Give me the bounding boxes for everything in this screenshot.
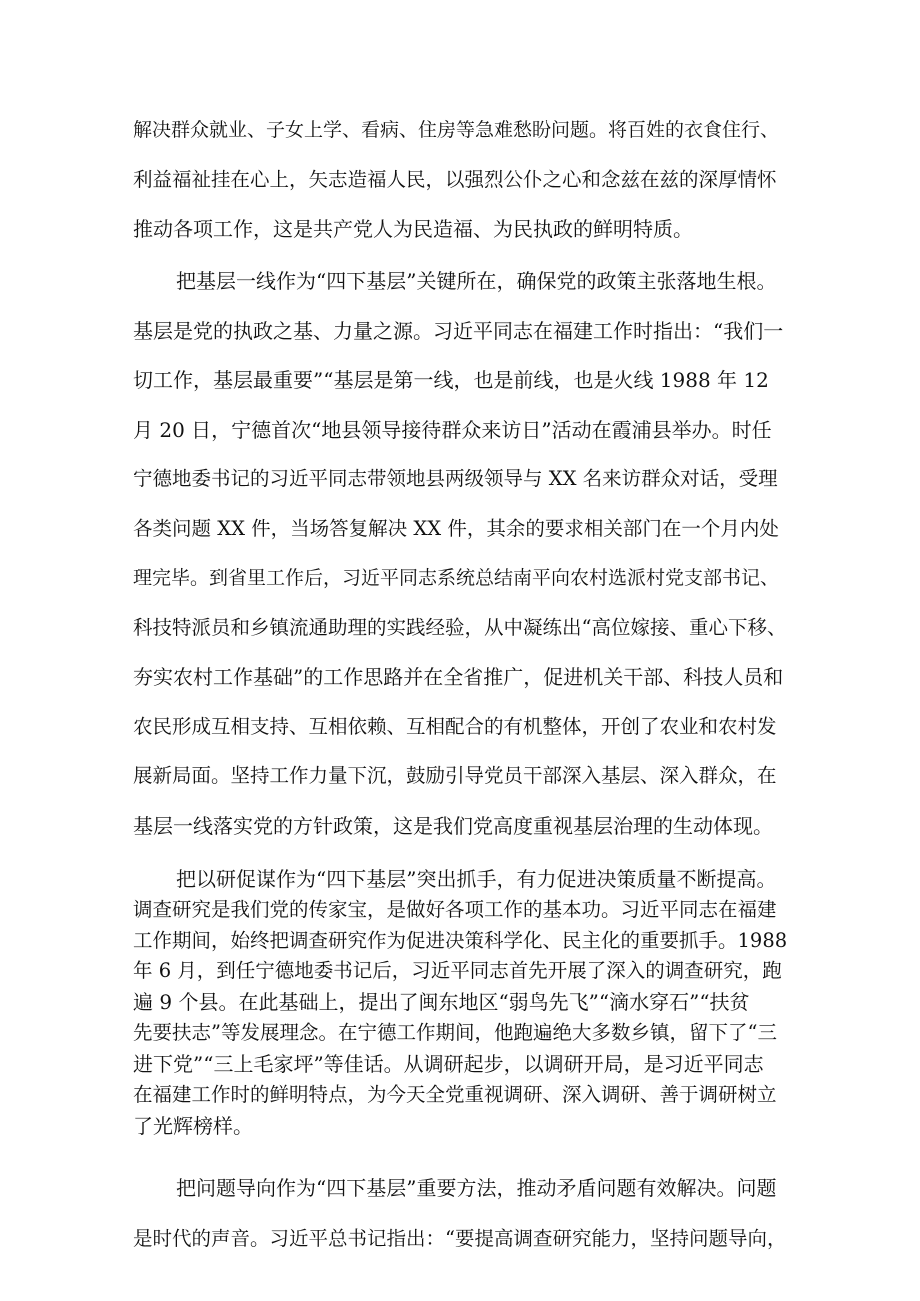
text-line: 解决群众就业、子女上学、看病、住房等急难愁盼问题。将百姓的衣食住行、 bbox=[133, 119, 780, 141]
text-line: 是时代的声音。习近平总书记指出：“要提高调查研究能力，坚持问题导向， bbox=[133, 1227, 787, 1250]
text-line: 进下党”“三上毛家坪”等佳话。从调研起步，以调研开局，是习近平同志 bbox=[133, 1052, 764, 1076]
text-line: 在福建工作时的鲜明特点，为今天全党重视调研、深入调研、善于调研树立 bbox=[133, 1083, 777, 1106]
text-line: 科技特派员和乡镇流通助理的实践经验，从中凝练出“高位嫁接、重心下移、 bbox=[133, 616, 787, 639]
text-line: 了光辉榜样。 bbox=[133, 1114, 253, 1138]
text-line: 理完毕。到省里工作后，习近平同志系统总结南平向农村选派村党支部书记、 bbox=[133, 567, 780, 589]
text-line: 各类问题 XX 件，当场答复解决 XX 件，其余的要求相关部门在一个月内处 bbox=[133, 517, 779, 540]
text-line: 遍 9 个县。在此基础上，提出了闽东地区“弱鸟先飞”“滴水穿石”“扶贫 bbox=[133, 990, 750, 1014]
text-line: 切工作，基层最重要”“基层是第一线，也是前线，也是火线 1988 年 12 bbox=[133, 368, 769, 392]
text-line: 月 20 日，宁德首次“地县领导接待群众来访日”活动在霞浦县举办。时任 bbox=[133, 418, 772, 442]
text-line: 宁德地委书记的习近平同志带领地县两级领导与 XX 名来访群众对话，受理 bbox=[133, 467, 778, 490]
text-line: 把以研促谋作为“四下基层”突出抓手，有力促进决策质量不断提高。 bbox=[176, 867, 777, 891]
text-line: 基层一线落实党的方针政策，这是我们党高度重视基层治理的生动体现。 bbox=[133, 814, 773, 838]
text-line: 夯实农村工作基础”的工作思路并在全省推广，促进机关干部、科技人员和 bbox=[133, 665, 784, 689]
text-line: 推动各项工作，这是共产党人为民造福、为民执政的鲜明特质。 bbox=[133, 217, 693, 241]
text-line: 先要扶志”等发展理念。在宁德工作期间，他跑遍绝大多数乡镇，留下了“三 bbox=[133, 1021, 777, 1044]
text-line: 展新局面。坚持工作力量下沉，鼓励引导党员干部深入基层、深入群众，在 bbox=[133, 764, 777, 787]
text-line: 利益福祉挂在心上，矢志造福人民，以强烈公仆之心和念兹在兹的深厚情怀 bbox=[133, 168, 777, 191]
text-line: 基层是党的执政之基、力量之源。习近平同志在福建工作时指出：“我们一 bbox=[133, 319, 784, 343]
text-line: 把基层一线作为“四下基层”关键所在，确保党的政策主张落地生根。 bbox=[176, 269, 777, 293]
text-line: 调查研究是我们党的传家宝，是做好各项工作的基本功。习近平同志在福建 bbox=[133, 898, 777, 921]
text-line: 农民形成互相支持、互相依赖、互相配合的有机整体，开创了农业和农村发 bbox=[133, 715, 777, 738]
text-line: 工作期间，始终把调查研究作为促进决策科学化、民主化的重要抓手。1988 bbox=[133, 929, 788, 952]
text-line: 年 6 月，到任宁德地委书记后，习近平同志首先开展了深入的调查研究，跑 bbox=[133, 959, 782, 982]
text-line: 把问题导向作为“四下基层”重要方法，推动矛盾问题有效解决。问题 bbox=[176, 1176, 777, 1200]
